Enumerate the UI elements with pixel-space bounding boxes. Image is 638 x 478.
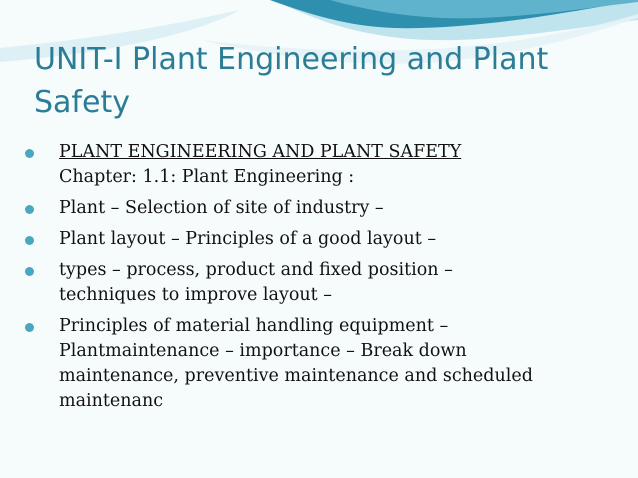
bullet-line: maintenance, preventive maintenance and scheduled: [59, 366, 533, 386]
bullet-line: Plantmaintenance – importance – Break down: [59, 341, 467, 361]
bullet-dot-icon: [25, 267, 34, 276]
bullet-dot-icon: [25, 236, 34, 245]
bullet-item: [22, 258, 622, 308]
bullet-dot-icon: [25, 323, 34, 332]
bullet-line: maintenanc: [59, 391, 164, 411]
slide-title: UNIT-I Plant Engineering and Plant Safety: [34, 42, 549, 120]
bullet-line: Plant layout – Principles of a good layout –: [59, 229, 437, 249]
bullet-list: [22, 140, 622, 420]
bullet-line: techniques to improve layout –: [59, 285, 333, 305]
bullet-line: PLANT ENGINEERING AND PLANT SAFETY: [59, 142, 462, 162]
bullet-item: [22, 140, 622, 190]
bullet-line: Plant – Selection of site of industry –: [59, 198, 384, 218]
bullet-item: [22, 196, 622, 221]
bullet-line: Chapter: 1.1: Plant Engineering :: [59, 167, 355, 187]
bullet-dot-icon: [25, 149, 34, 158]
bullet-item: [22, 227, 622, 252]
bullet-dot-icon: [25, 205, 34, 214]
bullet-item: [22, 314, 622, 414]
bullet-line: types – process, product and fixed position –: [59, 260, 453, 280]
bullet-line: Principles of material handling equipment –: [59, 316, 449, 336]
